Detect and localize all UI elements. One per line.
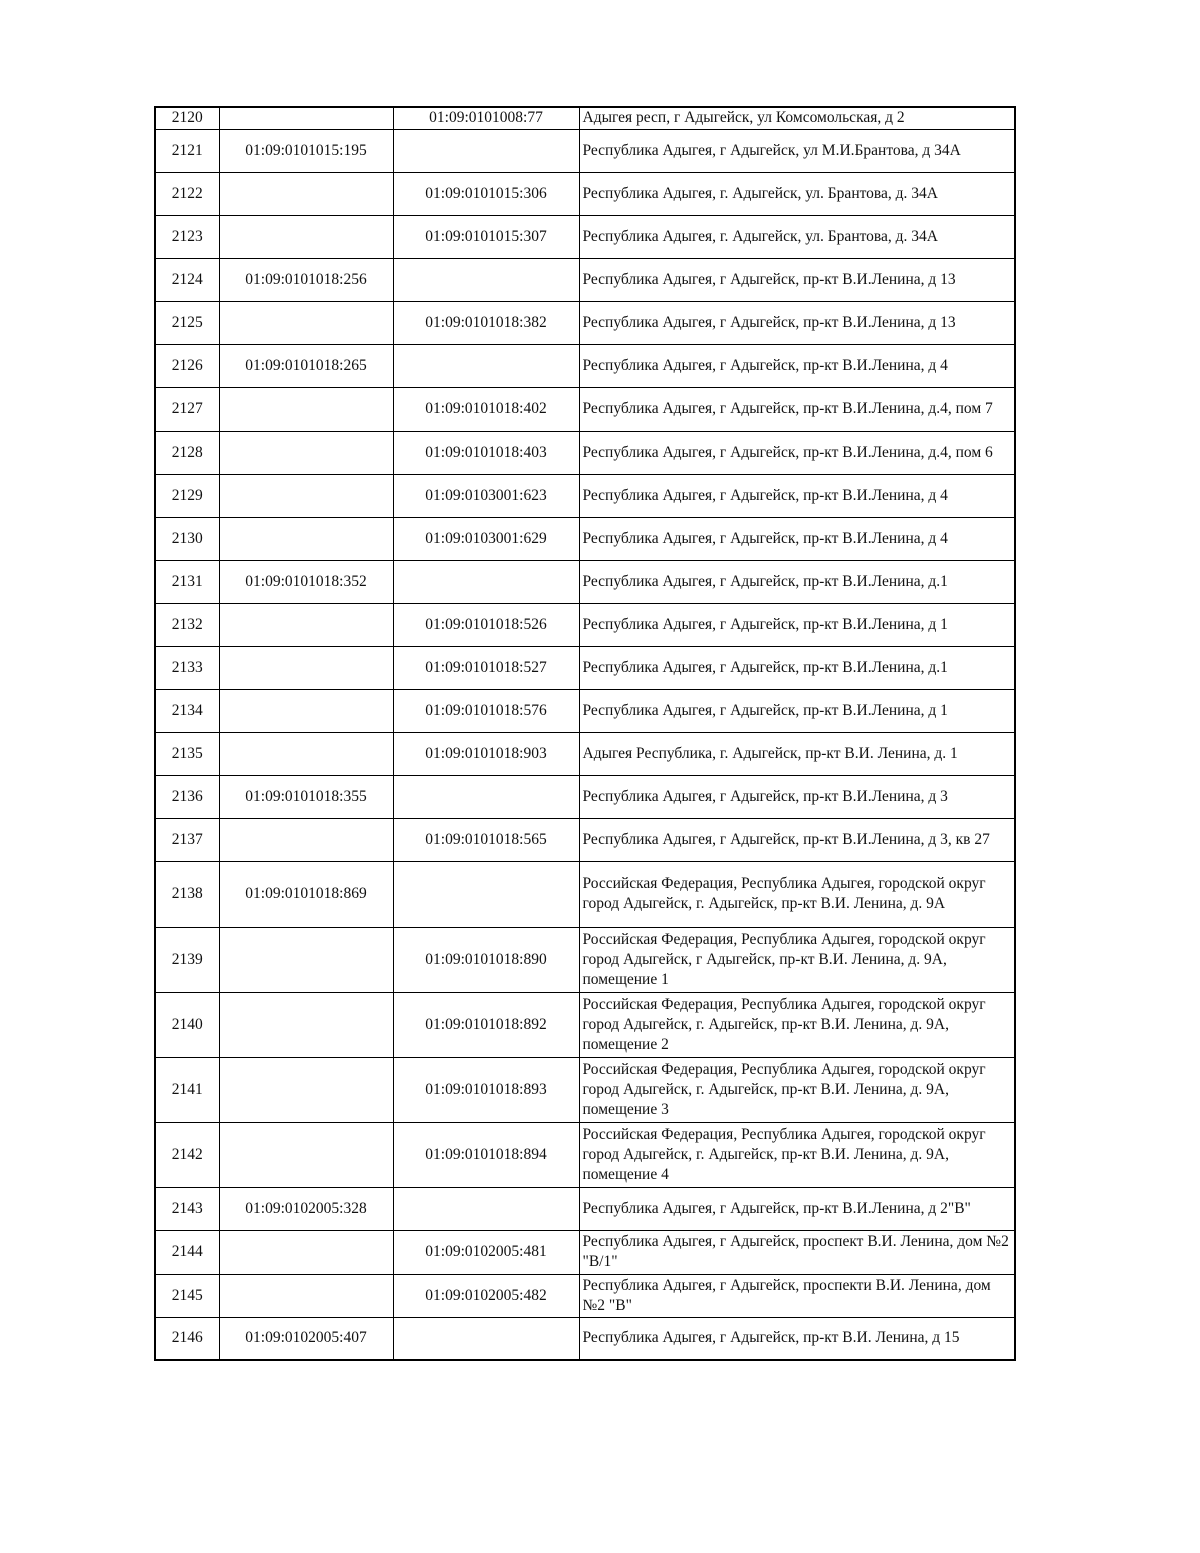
cadastral-number-premises: 01:09:0101015:306 bbox=[393, 172, 579, 215]
row-number: 2138 bbox=[155, 861, 219, 927]
cadastral-number-parcel bbox=[219, 689, 393, 732]
cadastral-number-premises: 01:09:0101008:77 bbox=[393, 107, 579, 129]
row-number: 2144 bbox=[155, 1230, 219, 1274]
address: Республика Адыгея, г Адыгейск, пр-кт В.И.Ленина, д 1 bbox=[579, 689, 1015, 732]
cadastral-number-parcel bbox=[219, 387, 393, 431]
address: Республика Адыгея, г Адыгейск, пр-кт В.И.Ленина, д 1 bbox=[579, 603, 1015, 646]
cadastral-number-premises bbox=[393, 861, 579, 927]
cadastral-number-parcel: 01:09:0102005:407 bbox=[219, 1317, 393, 1360]
cadastral-number-premises: 01:09:0101018:382 bbox=[393, 301, 579, 344]
address: Республика Адыгея, г Адыгейск, пр-кт В.И. Ленина, д 15 bbox=[579, 1317, 1015, 1360]
cadastral-number-premises: 01:09:0101018:526 bbox=[393, 603, 579, 646]
cadastral-number-parcel bbox=[219, 927, 393, 992]
cadastral-number-premises bbox=[393, 1317, 579, 1360]
address: Республика Адыгея, г Адыгейск, пр-кт В.И.Ленина, д 13 bbox=[579, 301, 1015, 344]
table-row bbox=[155, 1122, 1015, 1187]
row-number: 2133 bbox=[155, 646, 219, 689]
cadastral-number-parcel: 01:09:0101018:355 bbox=[219, 775, 393, 818]
address: Российская Федерация, Республика Адыгея, городской округ город Адыгейск, г. Адыгейск, пр-кт В.И. Ленина, д. 9А, помещение 4 bbox=[579, 1122, 1015, 1187]
cadastral-number-parcel bbox=[219, 1122, 393, 1187]
address: Республика Адыгея, г Адыгейск, пр-кт В.И.Ленина, д 4 bbox=[579, 517, 1015, 560]
row-number: 2125 bbox=[155, 301, 219, 344]
cadastral-number-premises: 01:09:0103001:629 bbox=[393, 517, 579, 560]
address: Республика Адыгея, г Адыгейск, пр-кт В.И.Ленина, д.4, пом 6 bbox=[579, 431, 1015, 474]
row-number: 2140 bbox=[155, 992, 219, 1057]
cadastral-number-parcel bbox=[219, 474, 393, 517]
address: Российская Федерация, Республика Адыгея, городской округ город Адыгейск, г. Адыгейск, пр-кт В.И. Ленина, д. 9А, помещение 3 bbox=[579, 1057, 1015, 1122]
row-number: 2135 bbox=[155, 732, 219, 775]
row-number: 2145 bbox=[155, 1274, 219, 1317]
cadastral-number-parcel: 01:09:0101015:195 bbox=[219, 129, 393, 172]
row-number: 2129 bbox=[155, 474, 219, 517]
cadastral-number-parcel: 01:09:0102005:328 bbox=[219, 1187, 393, 1230]
cadastral-number-parcel bbox=[219, 301, 393, 344]
cadastral-number-parcel bbox=[219, 1057, 393, 1122]
address: Республика Адыгея, г Адыгейск, пр-кт В.И.Ленина, д 13 bbox=[579, 258, 1015, 301]
cadastral-number-premises: 01:09:0101018:893 bbox=[393, 1057, 579, 1122]
cadastral-number-parcel bbox=[219, 1230, 393, 1274]
table-row bbox=[155, 258, 1015, 301]
row-number: 2128 bbox=[155, 431, 219, 474]
table-row bbox=[155, 431, 1015, 474]
cadastral-number-parcel bbox=[219, 818, 393, 861]
address: Республика Адыгея, г Адыгейск, пр-кт В.И.Ленина, д.1 bbox=[579, 560, 1015, 603]
table-row bbox=[155, 1230, 1015, 1274]
cadastral-number-premises: 01:09:0101018:403 bbox=[393, 431, 579, 474]
cadastral-number-parcel: 01:09:0101018:869 bbox=[219, 861, 393, 927]
address: Республика Адыгея, г Адыгейск, пр-кт В.И.Ленина, д.4, пом 7 bbox=[579, 387, 1015, 431]
cadastral-number-premises: 01:09:0101018:894 bbox=[393, 1122, 579, 1187]
cadastral-number-parcel bbox=[219, 1274, 393, 1317]
address: Республика Адыгея, г Адыгейск, пр-кт В.И.Ленина, д.1 bbox=[579, 646, 1015, 689]
address: Республика Адыгея, г Адыгейск, пр-кт В.И.Ленина, д 4 bbox=[579, 474, 1015, 517]
table-row bbox=[155, 775, 1015, 818]
table-row bbox=[155, 1187, 1015, 1230]
cadastral-number-premises: 01:09:0101018:565 bbox=[393, 818, 579, 861]
cadastral-number-premises bbox=[393, 129, 579, 172]
row-number: 2137 bbox=[155, 818, 219, 861]
table-row bbox=[155, 732, 1015, 775]
table-row bbox=[155, 861, 1015, 927]
row-number: 2132 bbox=[155, 603, 219, 646]
address: Адыгея Республика, г. Адыгейск, пр-кт В.И. Ленина, д. 1 bbox=[579, 732, 1015, 775]
address: Республика Адыгея, г Адыгейск, проспекти В.И. Ленина, дом №2 "В" bbox=[579, 1274, 1015, 1317]
row-number: 2141 bbox=[155, 1057, 219, 1122]
address: Республика Адыгея, г Адыгейск, пр-кт В.И.Ленина, д 4 bbox=[579, 344, 1015, 387]
cadastral-number-premises: 01:09:0102005:482 bbox=[393, 1274, 579, 1317]
table-row bbox=[155, 387, 1015, 431]
cadastral-number-parcel bbox=[219, 107, 393, 129]
cadastral-number-premises bbox=[393, 560, 579, 603]
cadastral-number-parcel bbox=[219, 992, 393, 1057]
row-number: 2139 bbox=[155, 927, 219, 992]
table-row bbox=[155, 603, 1015, 646]
cadastral-number-premises: 01:09:0101018:903 bbox=[393, 732, 579, 775]
address: Республика Адыгея, г. Адыгейск, ул. Брантова, д. 34А bbox=[579, 215, 1015, 258]
cadastral-number-premises bbox=[393, 775, 579, 818]
cadastral-number-premises: 01:09:0101018:402 bbox=[393, 387, 579, 431]
cadastral-number-parcel bbox=[219, 646, 393, 689]
cadastral-number-parcel: 01:09:0101018:265 bbox=[219, 344, 393, 387]
row-number: 2122 bbox=[155, 172, 219, 215]
cadastral-number-parcel: 01:09:0101018:352 bbox=[219, 560, 393, 603]
table-row bbox=[155, 172, 1015, 215]
address: Республика Адыгея, г Адыгейск, ул М.И.Брантова, д 34А bbox=[579, 129, 1015, 172]
row-number: 2120 bbox=[155, 107, 219, 129]
cadastral-number-parcel bbox=[219, 215, 393, 258]
address: Республика Адыгея, г Адыгейск, пр-кт В.И.Ленина, д 3, кв 27 bbox=[579, 818, 1015, 861]
row-number: 2146 bbox=[155, 1317, 219, 1360]
cadastral-number-parcel bbox=[219, 517, 393, 560]
table-row bbox=[155, 1274, 1015, 1317]
table-row bbox=[155, 1057, 1015, 1122]
row-number: 2143 bbox=[155, 1187, 219, 1230]
cadastral-number-premises: 01:09:0102005:481 bbox=[393, 1230, 579, 1274]
address: Республика Адыгея, г Адыгейск, пр-кт В.И.Ленина, д 3 bbox=[579, 775, 1015, 818]
table-row bbox=[155, 129, 1015, 172]
row-number: 2123 bbox=[155, 215, 219, 258]
table-row bbox=[155, 517, 1015, 560]
cadastral-number-premises bbox=[393, 344, 579, 387]
cadastral-number-premises: 01:09:0101018:890 bbox=[393, 927, 579, 992]
row-number: 2130 bbox=[155, 517, 219, 560]
table-row bbox=[155, 474, 1015, 517]
table-row bbox=[155, 818, 1015, 861]
row-number: 2124 bbox=[155, 258, 219, 301]
row-number: 2134 bbox=[155, 689, 219, 732]
cadastral-table bbox=[154, 106, 1016, 1361]
cadastral-number-parcel bbox=[219, 732, 393, 775]
row-number: 2136 bbox=[155, 775, 219, 818]
cadastral-number-parcel bbox=[219, 603, 393, 646]
cadastral-number-premises bbox=[393, 1187, 579, 1230]
cadastral-number-premises: 01:09:0101018:527 bbox=[393, 646, 579, 689]
cadastral-number-parcel: 01:09:0101018:256 bbox=[219, 258, 393, 301]
address: Республика Адыгея, г Адыгейск, проспект В.И. Ленина, дом №2 "В/1" bbox=[579, 1230, 1015, 1274]
address: Адыгея респ, г Адыгейск, ул Комсомольская, д 2 bbox=[579, 107, 1015, 129]
table-row bbox=[155, 107, 1015, 129]
row-number: 2127 bbox=[155, 387, 219, 431]
address: Республика Адыгея, г Адыгейск, пр-кт В.И.Ленина, д 2"В" bbox=[579, 1187, 1015, 1230]
cadastral-number-parcel bbox=[219, 431, 393, 474]
address: Российская Федерация, Республика Адыгея, городской округ город Адыгейск, г Адыгейск, пр-кт В.И. Ленина, д. 9А, помещение 1 bbox=[579, 927, 1015, 992]
cadastral-number-premises: 01:09:0101015:307 bbox=[393, 215, 579, 258]
table-row bbox=[155, 992, 1015, 1057]
address: Российская Федерация, Республика Адыгея, городской округ город Адыгейск, г. Адыгейск, пр-кт В.И. Ленина, д. 9А bbox=[579, 861, 1015, 927]
table-row bbox=[155, 1317, 1015, 1360]
cadastral-number-premises: 01:09:0101018:892 bbox=[393, 992, 579, 1057]
row-number: 2142 bbox=[155, 1122, 219, 1187]
address: Республика Адыгея, г. Адыгейск, ул. Брантова, д. 34А bbox=[579, 172, 1015, 215]
cadastral-number-parcel bbox=[219, 172, 393, 215]
address: Российская Федерация, Республика Адыгея, городской округ город Адыгейск, г. Адыгейск, пр-кт В.И. Ленина, д. 9А, помещение 2 bbox=[579, 992, 1015, 1057]
table-row bbox=[155, 689, 1015, 732]
table-row bbox=[155, 927, 1015, 992]
row-number: 2121 bbox=[155, 129, 219, 172]
row-number: 2126 bbox=[155, 344, 219, 387]
row-number: 2131 bbox=[155, 560, 219, 603]
cadastral-number-premises: 01:09:0101018:576 bbox=[393, 689, 579, 732]
table-row bbox=[155, 215, 1015, 258]
table-body bbox=[155, 107, 1015, 1360]
cadastral-number-premises bbox=[393, 258, 579, 301]
table-row bbox=[155, 646, 1015, 689]
table-row bbox=[155, 560, 1015, 603]
table-row bbox=[155, 301, 1015, 344]
table-row bbox=[155, 344, 1015, 387]
cadastral-number-premises: 01:09:0103001:623 bbox=[393, 474, 579, 517]
